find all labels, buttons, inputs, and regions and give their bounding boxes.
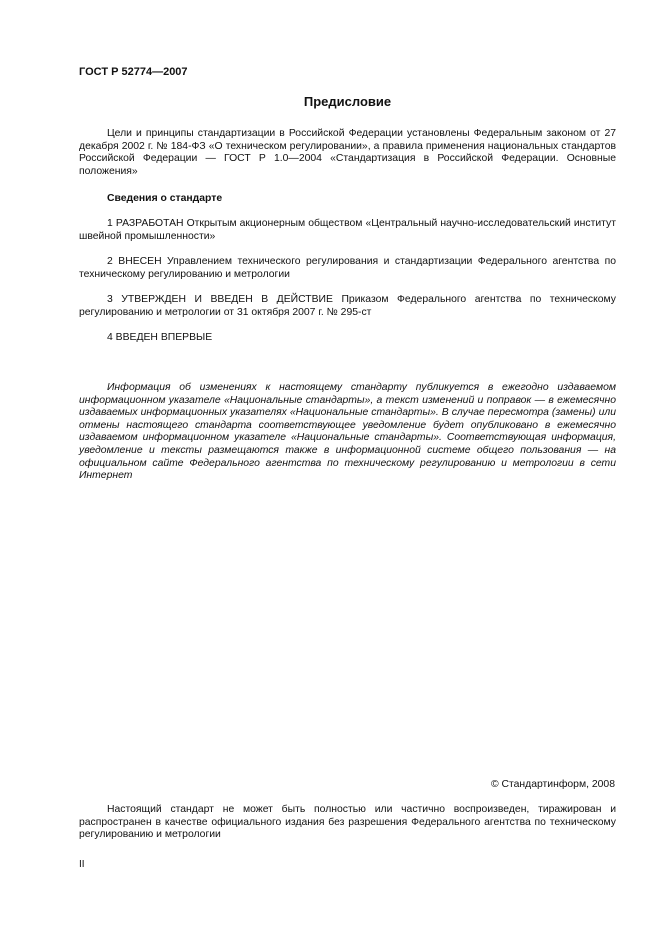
item-submitted: 2 ВНЕСЕН Управлением технического регулирования и стандартизации Федерального агентства по техническому регулированию и метрологии	[79, 256, 616, 280]
item-developed: 1 РАЗРАБОТАН Открытым акционерным обществом «Центральный научно-исследовательский институт швейной промышленности»	[79, 218, 616, 242]
item-introduced: 4 ВВЕДЕН ВПЕРВЫЕ	[107, 332, 213, 343]
copyright: © Стандартинформ, 2008	[490, 779, 615, 790]
intro-paragraph: Цели и принципы стандартизации в Российской Федерации установлены Федеральным законом от 27 декабря 2002 г. № 184-ФЗ «О техническом регулировании», а правила применения национальных стандартов Российской Федерации — ГОСТ Р 1.0—2004 «Стандартизация в Российской Федерации. Основные положения»	[79, 128, 616, 177]
page-title: Предисловие	[303, 94, 392, 109]
changes-notice: Информация об изменениях к настоящему стандарту публикуется в ежегодно издаваемом информационном указателе «Национальные стандарты», а текст изменений и поправок — в ежемесячно издаваемых информационных указателях «Национальные стандарты». В случае пересмотра (замены) или отмены настоящего стандарта соответствующее уведомление будет опубликовано в ежемесячно издаваемом информационном указателе «Национальные стандарты». Соответствующая информация, уведомление и тексты размещаются также в информационной системе общего пользования — на официальном сайте Федерального агентства по техническому регулированию и метрологии в сети Интернет	[79, 382, 616, 482]
info-heading: Сведения о стандарте	[107, 193, 223, 204]
item-approved: 3 УТВЕРЖДЕН И ВВЕДЕН В ДЕЙСТВИЕ Приказом Федерального агентства по техническому регулированию и метрологии от 31 октября 2007 г. № 295-ст	[79, 294, 616, 318]
reproduction-notice: Настоящий стандарт не может быть полностью или частично воспроизведен, тиражирован и распространен в качестве официального издания без разрешения Федерального агентства по техническому регулированию и метрологии	[79, 804, 616, 841]
document-code: ГОСТ Р 52774—2007	[79, 66, 188, 78]
page-number: II	[79, 859, 85, 870]
